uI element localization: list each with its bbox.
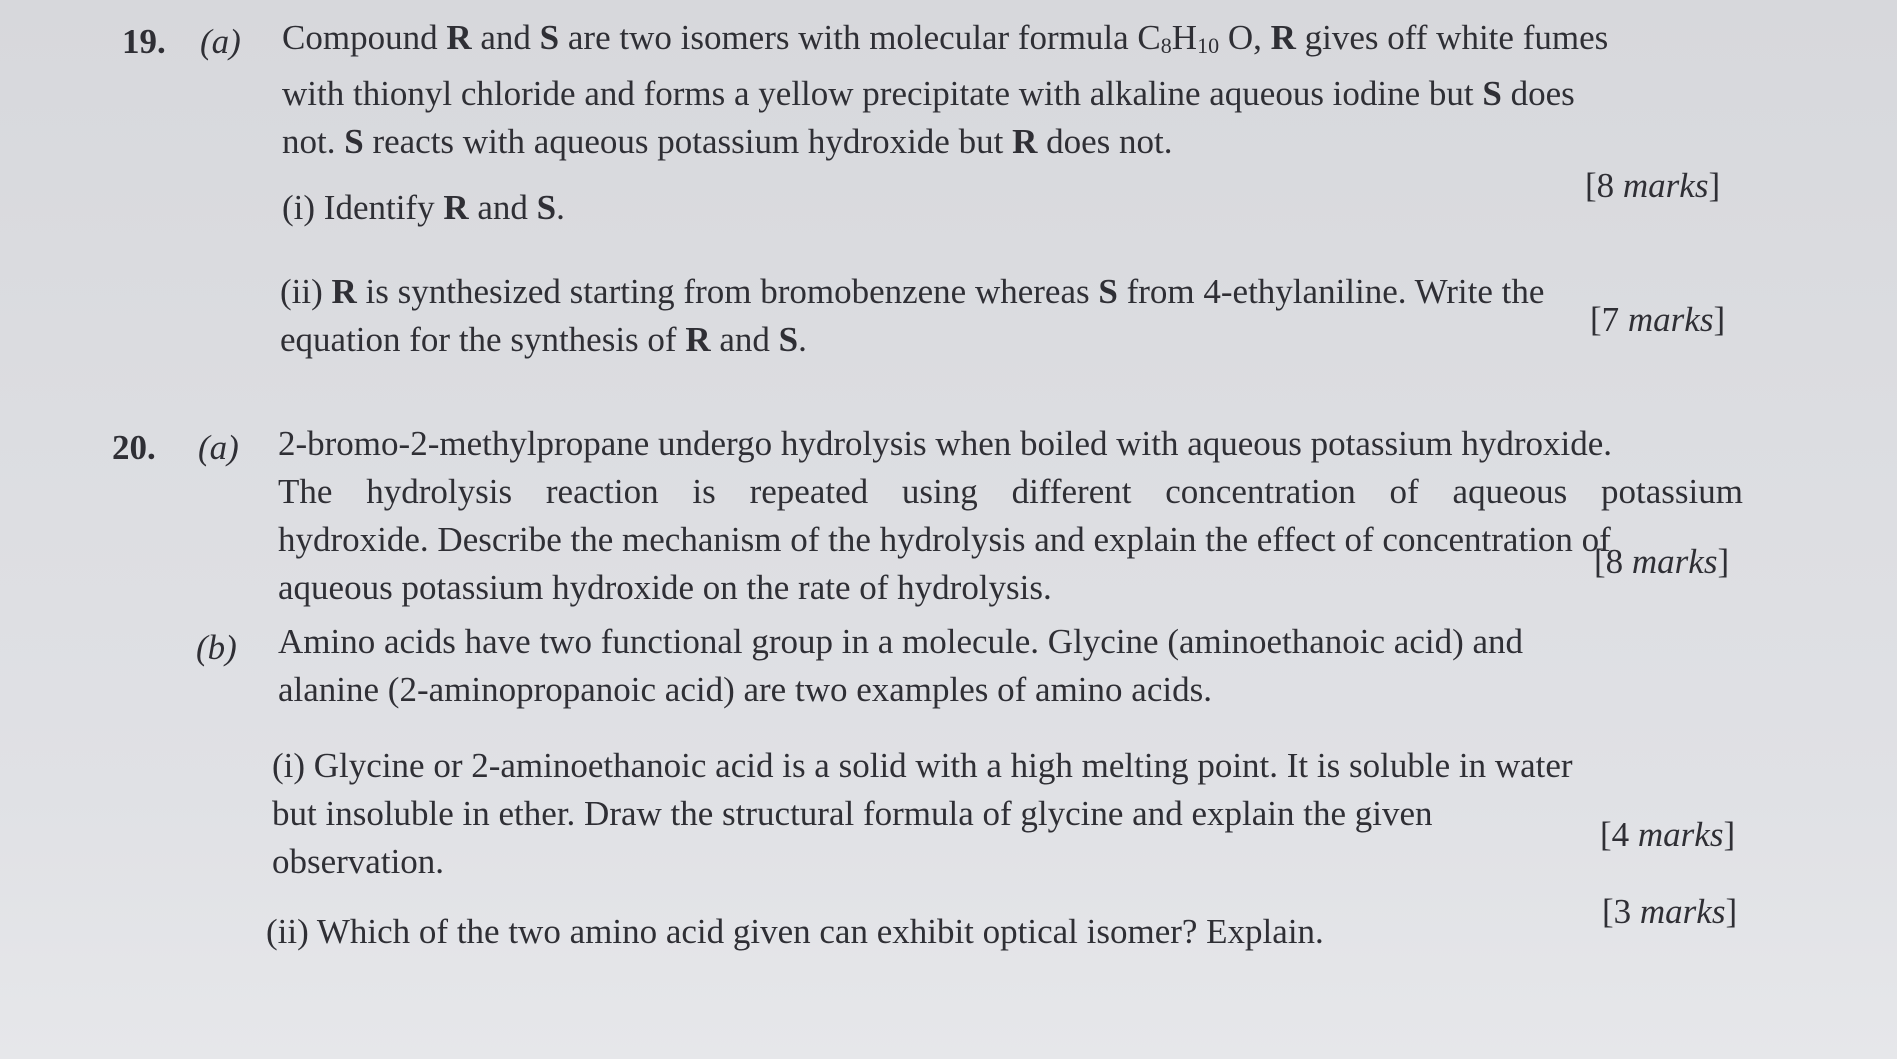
- question-19-part-i-marks: [8 marks]: [1585, 166, 1721, 205]
- question-20-part-ii-text: (ii) Which of the two amino acid given can exhibit optical isomer? Explain.: [266, 912, 1324, 951]
- q19a-line-2: with thionyl chloride and forms a yellow precipitate with alkaline aqueous iodine but S does: [282, 74, 1575, 113]
- q19a-line-3: not. S reacts with aqueous potassium hydroxide but R does not.: [282, 122, 1173, 161]
- q20a-line-3: hydroxide. Describe the mechanism of the hydrolysis and explain the effect of concentration of: [278, 520, 1611, 559]
- question-19-number: 19.: [122, 22, 166, 61]
- q19a-line-1: Compound R and S are two isomers with molecular formula $C_8H_{10}$ O, R gives off white fumes: [282, 18, 1609, 58]
- question-19-part-ii-text: [280, 268, 1544, 364]
- q20b-line-2: alanine (2-aminopropanoic acid) are two examples of amino acids.: [278, 670, 1212, 709]
- q20a-line-2: The hydrolysis reaction is repeated using different concentration of aqueous potassium: [278, 472, 1743, 511]
- question-19-part-ii-marks: [7 marks]: [1590, 300, 1726, 339]
- question-20-number: 20.: [112, 428, 156, 467]
- q20-i-line-2: but insoluble in ether. Draw the structural formula of glycine and explain the given: [272, 794, 1433, 833]
- question-20-part-i-text: [272, 742, 1573, 886]
- question-19-part-i-text: (i) Identify R and S.: [282, 188, 565, 227]
- question-19-part-a-label: (a): [200, 22, 241, 61]
- question-19-part-a-text: [282, 14, 1742, 166]
- question-20-part-a-label: (a): [198, 428, 239, 467]
- q20-i-line-3: observation.: [272, 842, 445, 881]
- q19-ii-line-1: (ii) R is synthesized starting from bromobenzene whereas S from 4-ethylaniline. Write the: [280, 272, 1545, 311]
- question-20-part-b-text: [278, 618, 1523, 714]
- question-20-part-ii-marks: [3 marks]: [1602, 892, 1738, 931]
- question-20-part-i-marks: [4 marks]: [1600, 815, 1736, 854]
- question-20-part-a-text: [278, 420, 1743, 612]
- question-20-part-b-label: (b): [196, 628, 237, 667]
- q20a-line-1: 2-bromo-2-methylpropane undergo hydrolysis when boiled with aqueous potassium hydroxide.: [278, 424, 1612, 463]
- q20a-line-4: aqueous potassium hydroxide on the rate of hydrolysis.: [278, 568, 1052, 607]
- q19-ii-line-2: equation for the synthesis of R and S.: [280, 320, 807, 359]
- q20-i-line-1: (i) Glycine or 2-aminoethanoic acid is a solid with a high melting point. It is soluble in water: [272, 746, 1573, 785]
- q20b-line-1: Amino acids have two functional group in a molecule. Glycine (aminoethanoic acid) and: [278, 622, 1524, 661]
- question-20-part-a-marks: [8 marks]: [1594, 542, 1730, 581]
